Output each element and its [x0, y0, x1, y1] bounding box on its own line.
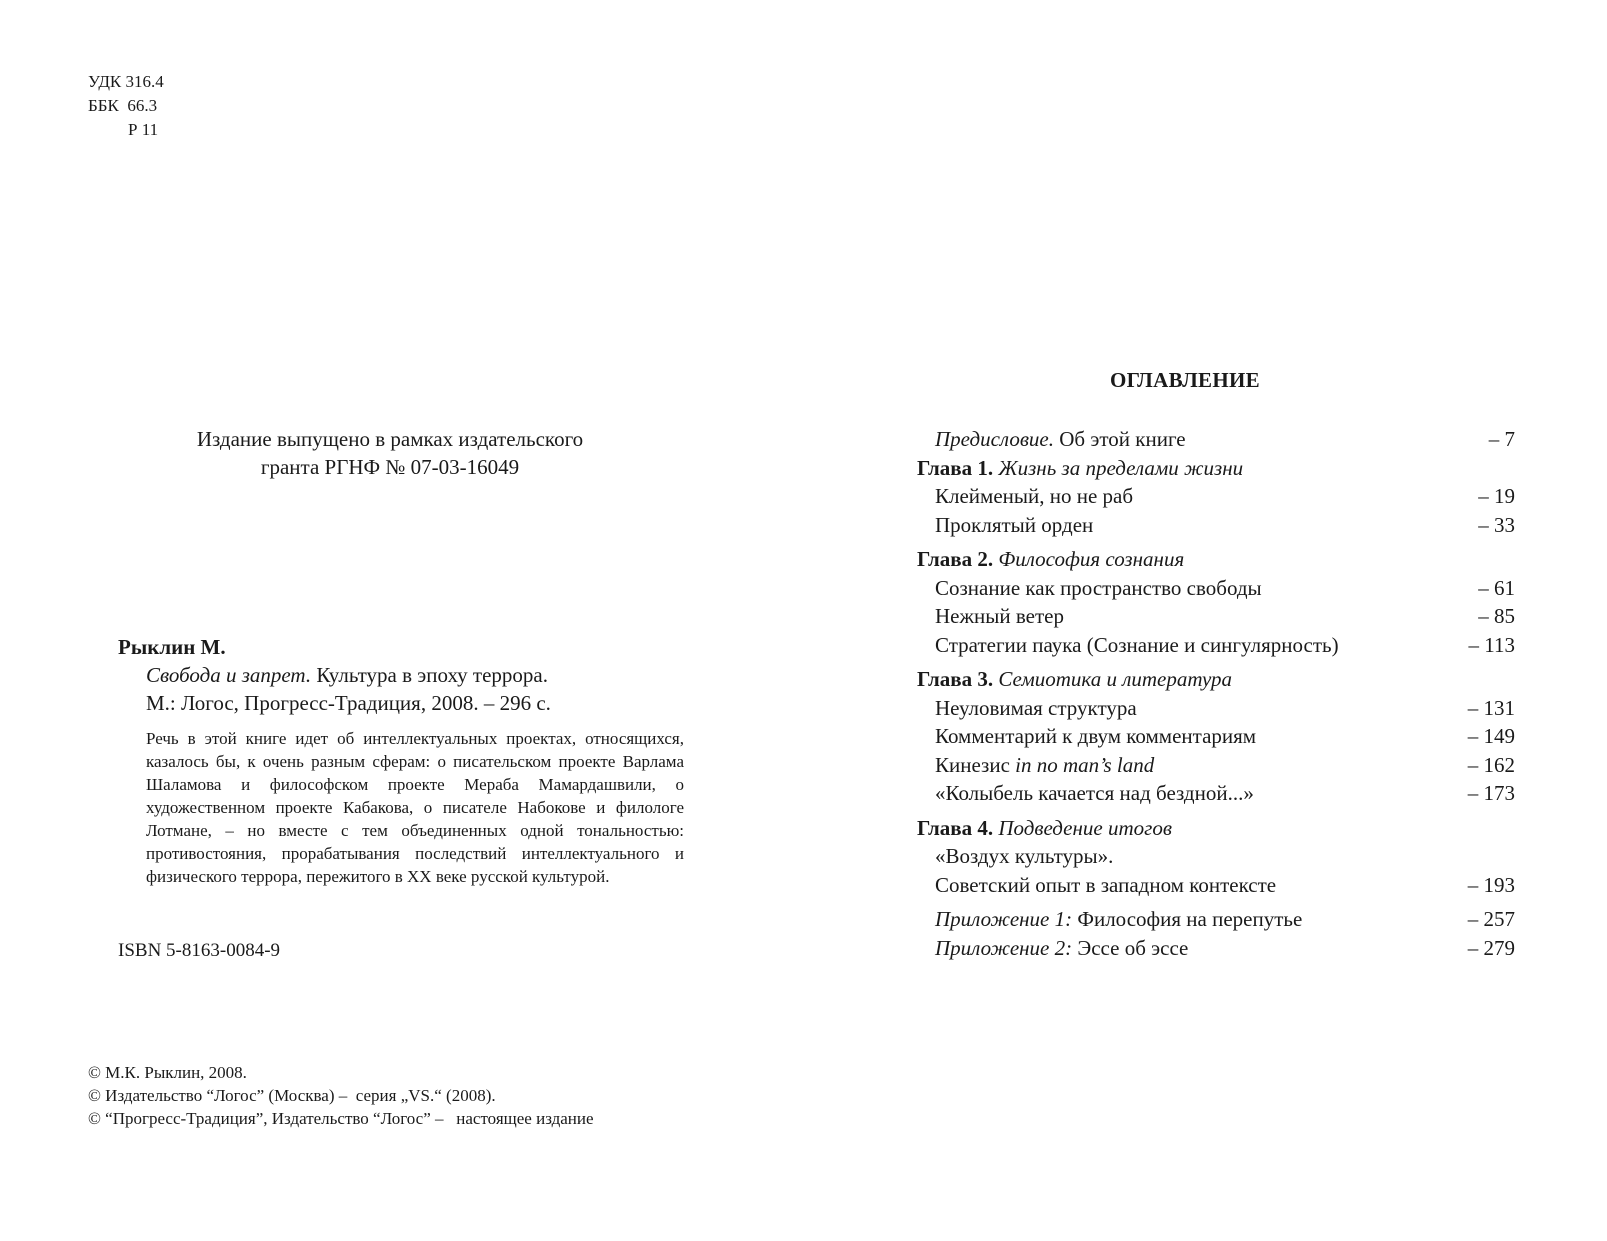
toc-chapter-label: Глава 1.	[917, 455, 994, 480]
toc-preface	[917, 425, 1515, 454]
toc-item	[917, 511, 1515, 540]
toc-chapter-1	[917, 454, 1515, 483]
toc-page-number: – 257	[1467, 907, 1515, 931]
toc-appendix-label: Приложение 1:	[935, 907, 1073, 931]
grant-line-1: Издание выпущено в рамках издательского	[196, 427, 584, 451]
copyright-line-2: © Издательство “Логос” (Москва) – серия „VS.“ (2008).	[88, 1086, 496, 1105]
toc-item-text: Стратегии паука (Сознание и сингулярность)	[935, 632, 1339, 657]
toc-item-text: Советский опыт в западном контексте	[935, 872, 1277, 897]
toc-chapter-label: Глава 3.	[917, 667, 994, 691]
toc-item	[917, 871, 1515, 900]
toc-appendix-label: Приложение 2:	[935, 935, 1073, 960]
toc-item	[917, 631, 1515, 660]
toc-item-text: Клейменый, но не раб	[935, 484, 1134, 508]
toc-chapter-label: Глава 4.	[917, 815, 994, 840]
table-of-contents	[917, 425, 1515, 962]
record-title-italic: Свобода и запрет.	[146, 663, 312, 687]
toc-item	[917, 751, 1515, 780]
toc-preface-text: Об этой книге	[1054, 427, 1186, 451]
toc-appendix-text: Философия на перепутье	[1072, 907, 1303, 931]
toc-appendix-1	[917, 905, 1515, 934]
toc-appendix-2	[917, 934, 1515, 963]
classification-block	[88, 70, 164, 142]
record-title	[146, 663, 548, 688]
toc-page-number: – 193	[1467, 872, 1515, 897]
toc-chapter-title: Философия сознания	[998, 547, 1185, 571]
toc-item-text: Проклятый орден	[935, 512, 1094, 537]
toc-item-text: «Колыбель качается над бездной...»	[935, 781, 1254, 805]
toc-item	[917, 694, 1515, 723]
toc-chapter-title: Подведение итогов	[998, 815, 1172, 840]
toc-item	[917, 482, 1515, 511]
record-abstract: Речь в этой книге идет об интеллектуальных проектах, относящихся, казалось бы, к очень разным сферам: о писательском проекте Варлама Шаламова и философском проекте Мераба Мамардашвили, о художественном проекте Кабакова, о писателе Набокове и филологе Лотмане, – но вместе с тем объединенных одной тональностью: противостояния, прорабатывания последствий интеллектуального и физического террора, пережитого в XX веке русской культурой.	[146, 729, 684, 886]
toc-page-number: – 7	[1488, 427, 1515, 451]
author-mark: Р 11	[128, 120, 159, 139]
toc-appendix-text: Эссе об эссе	[1072, 935, 1189, 960]
toc-page-number: – 33	[1478, 512, 1515, 537]
toc-item	[917, 842, 1515, 871]
toc-item	[917, 779, 1515, 808]
toc-item	[917, 602, 1515, 631]
copyright-block	[88, 1061, 594, 1130]
copyright-line-3: © “Прогресс-Традиция”, Издательство “Логос” – настоящее издание	[88, 1109, 594, 1128]
toc-title: ОГЛАВЛЕНИЕ	[1110, 368, 1260, 392]
toc-item-text: Неуловимая структура	[935, 695, 1137, 720]
copyright-line-1: © М.К. Рыклин, 2008.	[88, 1063, 247, 1082]
toc-page-number: – 19	[1478, 484, 1515, 508]
toc-page-number: – 113	[1468, 632, 1515, 657]
toc-page-number: – 173	[1467, 781, 1515, 805]
toc-item-text: Комментарий к двум комментариям	[935, 724, 1257, 748]
toc-page-number: – 279	[1467, 935, 1515, 960]
toc-page-number: – 85	[1478, 604, 1515, 628]
toc-chapter-2	[917, 545, 1515, 574]
udk-code: УДК 316.4	[88, 72, 164, 91]
toc-item-text: «Воздух культуры».	[935, 844, 1114, 868]
toc-item	[917, 574, 1515, 603]
grant-line-2: гранта РГНФ № 07-03-16049	[260, 455, 520, 479]
record-publication: М.: Логос, Прогресс-Традиция, 2008. – 296 с.	[146, 691, 551, 715]
toc-item-text: Кинезис	[935, 752, 1016, 777]
toc-page-number: – 149	[1467, 724, 1515, 748]
grant-notice	[150, 425, 630, 481]
bbk-code: ББК 66.3	[88, 96, 158, 115]
toc-item-text: Сознание как пространство свободы	[935, 575, 1262, 600]
record-author: Рыклин М.	[118, 635, 226, 659]
toc-item-text-italic: in no man’s land	[1015, 752, 1155, 777]
toc-chapter-title: Жизнь за пределами жизни	[998, 455, 1244, 480]
toc-chapter-3	[917, 665, 1515, 694]
toc-chapter-label: Глава 2.	[917, 547, 994, 571]
toc-page-number: – 162	[1467, 752, 1515, 777]
toc-chapter-4	[917, 814, 1515, 843]
toc-item-text: Нежный ветер	[935, 604, 1064, 628]
toc-preface-label: Предисловие.	[935, 427, 1055, 451]
toc-chapter-title: Семиотика и литература	[998, 667, 1233, 691]
toc-item	[917, 722, 1515, 751]
record-title-rest: Культура в эпоху террора.	[311, 663, 549, 687]
isbn: ISBN 5-8163-0084-9	[118, 940, 281, 961]
toc-page-number: – 61	[1478, 575, 1515, 600]
toc-page-number: – 131	[1467, 695, 1515, 720]
